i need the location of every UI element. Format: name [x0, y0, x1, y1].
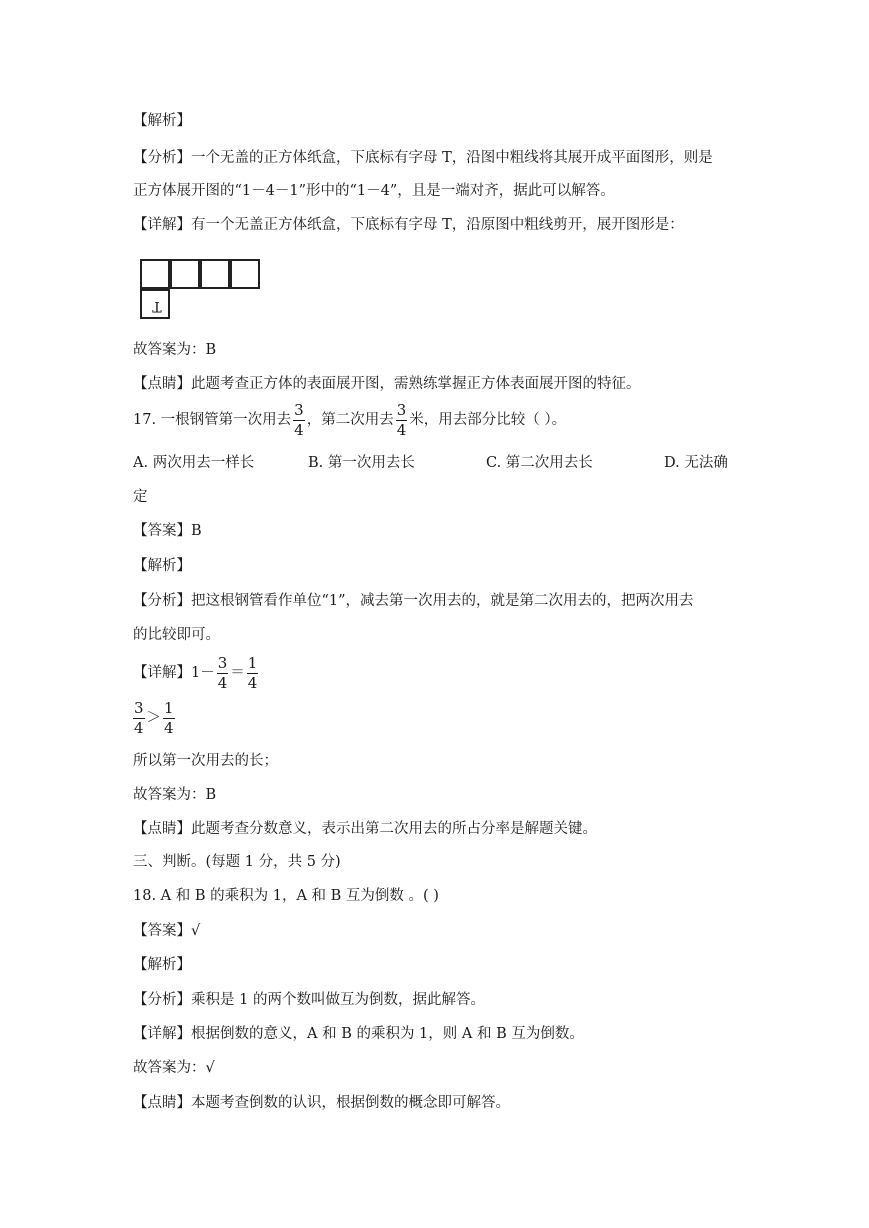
q16-jiexi-heading: 【解析】	[133, 113, 191, 129]
q18-answer-label: 【答案】√	[133, 923, 201, 939]
frac-numerator: 1	[247, 653, 258, 672]
frac-denominator: 4	[164, 718, 174, 737]
q17-detail-equation	[133, 654, 260, 692]
frac-numerator: 3	[217, 653, 228, 672]
q16-detail: 【详解】有一个无盖正方体纸盒，下底标有字母 T，沿原图中粗线剪开，展开图形是：	[133, 217, 684, 233]
eq-fraction-1	[217, 653, 229, 692]
cmp-greater-sign: ＞	[146, 710, 162, 726]
q17-option-b: B. 第一次用去长	[308, 455, 415, 471]
q17-option-c: C. 第二次用去长	[486, 455, 593, 471]
q18-stem: 18. A 和 B 的乘积为 1，A 和 B 互为倒数 。( )	[133, 888, 439, 904]
net-letter-t-inverted: T	[152, 298, 162, 314]
q17-stem-part-a: 17. 一根钢管第一次用去	[133, 412, 292, 428]
net-square-1	[140, 259, 170, 289]
q17-option-a: A. 两次用去一样长	[133, 455, 255, 471]
q17-detail-label: 【详解】1－	[133, 665, 215, 681]
q18-comment: 【点睛】本题考查倒数的认识，根据倒数的概念即可解答。	[133, 1095, 510, 1111]
q17-fraction-1	[293, 400, 305, 439]
frac-denominator: 4	[396, 420, 407, 439]
q17-option-d-wrap: 定	[133, 489, 148, 505]
frac-numerator: 3	[294, 400, 304, 419]
q17-answer-label: 【答案】B	[133, 523, 202, 539]
net-square-4	[230, 259, 260, 289]
frac-denominator: 4	[134, 718, 144, 737]
q18-answer: 故答案为：√	[133, 1060, 215, 1076]
q17-analysis-line-2: 的比较即可。	[133, 627, 220, 643]
frac-denominator: 4	[217, 673, 228, 692]
net-square-3	[200, 259, 230, 289]
q16-analysis-line-2: 正方体展开图的“1－4－1”形中的“1－4”，且是一端对齐，据此可以解答。	[133, 183, 615, 199]
net-square-base	[140, 289, 170, 319]
q17-stem-part-c: 米，用去部分比较（ ）。	[409, 412, 567, 428]
q16-comment: 【点睛】此题考查正方体的表面展开图，需熟练掌握正方体表面展开图的特征。	[133, 376, 641, 392]
section-3-heading: 三、判断。(每题 1 分，共 5 分)	[133, 854, 341, 870]
q17-comment: 【点睛】此题考查分数意义，表示出第二次用去的所占分率是解题关键。	[133, 821, 597, 837]
q17-stem-part-b: ，第二次用去	[306, 412, 394, 428]
eq-equals-sign: ＝	[230, 665, 245, 681]
frac-denominator: 4	[294, 420, 304, 439]
q16-analysis-line-1: 【分析】一个无盖的正方体纸盒，下底标有字母 T，沿图中粗线将其展开成平面图形，则是	[133, 150, 713, 166]
frac-numerator: 3	[134, 698, 144, 717]
eq-fraction-2	[247, 653, 259, 692]
q17-option-d: D. 无法确	[664, 455, 728, 471]
q18-analysis: 【分析】乘积是 1 的两个数叫做互为倒数，据此解答。	[133, 992, 485, 1008]
q17-comparison	[133, 699, 177, 737]
frac-numerator: 1	[164, 698, 174, 717]
q17-answer: 故答案为：B	[133, 787, 217, 803]
frac-numerator: 3	[396, 400, 407, 419]
cmp-fraction-1	[133, 698, 145, 737]
net-square-2	[170, 259, 200, 289]
q17-analysis-line-1: 【分析】把这根钢管看作单位“1”，减去第一次用去的，就是第二次用去的，把两次用去	[133, 593, 694, 609]
q16-answer: 故答案为：B	[133, 342, 217, 358]
q17-stem	[133, 402, 566, 438]
q18-jiexi-heading: 【解析】	[133, 957, 191, 973]
q17-conclusion: 所以第一次用去的长；	[133, 753, 278, 769]
q17-jiexi-heading: 【解析】	[133, 558, 191, 574]
frac-denominator: 4	[247, 673, 258, 692]
q18-detail: 【详解】根据倒数的意义，A 和 B 的乘积为 1，则 A 和 B 互为倒数。	[133, 1026, 584, 1042]
q17-fraction-2	[396, 400, 408, 439]
cmp-fraction-2	[163, 698, 175, 737]
